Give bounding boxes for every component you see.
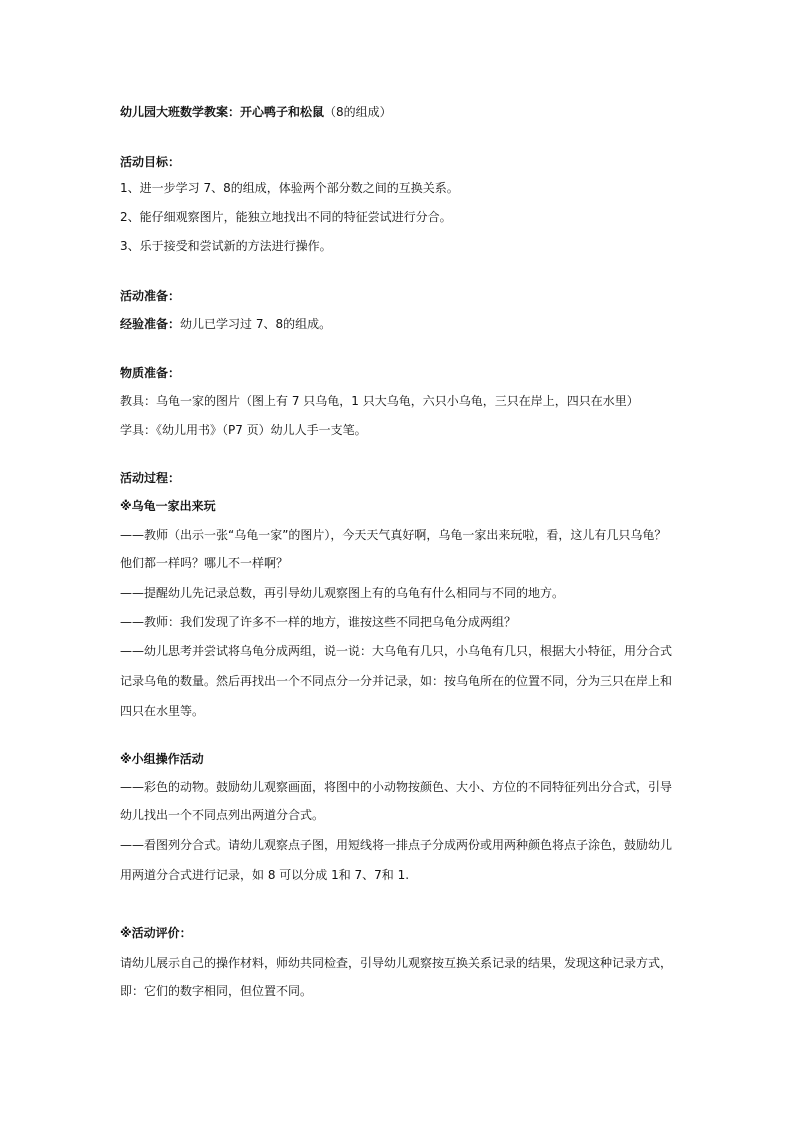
experience-text: 幼儿已学习过 7、8的组成。 [180, 317, 332, 331]
process-heading: 活动过程： [120, 471, 181, 485]
paragraph-line: ——幼儿思考并尝试将乌龟分成两组，说一说：大乌龟有几只，小乌龟有几只，根据大小特征，用分合式 [120, 644, 673, 658]
paragraph-line: ——看图列分合式。请幼儿观察点子图，用短线将一排点子分成两份或用两种颜色将点子涂色，鼓励幼儿 [120, 838, 673, 852]
paragraph-line: 用两道分合式进行记录，如 8 可以分成 1和 7、7和 1. [120, 868, 410, 882]
experience-prep [120, 315, 331, 333]
paragraph-line: 四只在水里等。 [120, 704, 205, 718]
part2-heading: ※小组操作活动 [120, 752, 204, 766]
paragraph-line: ——彩色的动物。鼓励幼儿观察画面，将图中的小动物按颜色、大小、方位的不同特征列出分合式，引导 [120, 780, 673, 794]
paragraph-line: 即：它们的数字相同，但位置不同。 [120, 984, 313, 998]
paragraph-line: ——提醒幼儿先记录总数，再引导幼儿观察图上有的乌龟有什么相同与不同的地方。 [120, 586, 565, 600]
material-teacher: 教具：乌龟一家的图片（图上有 7 只乌龟，1 只大乌龟，六只小乌龟，三只在岸上，四只在水里） [120, 394, 639, 408]
paragraph-line: 他们都一样吗？哪儿不一样啊？ [120, 556, 289, 570]
paragraph-line: 幼儿找出一个不同点列出两道分合式。 [120, 808, 325, 822]
eval-heading: ※活动评价： [120, 926, 192, 940]
goal-item: 2、能仔细观察图片，能独立地找出不同的特征尝试进行分合。 [120, 210, 452, 224]
part1-heading: ※乌龟一家出来玩 [120, 499, 216, 513]
paragraph-line: 请幼儿展示自己的操作材料，师幼共同检查，引导幼儿观察按互换关系记录的结果，发现这种记录方式， [120, 956, 673, 970]
title-suffix: （8的组成） [324, 105, 392, 119]
prep-heading: 活动准备： [120, 289, 181, 303]
material-student: 学具：《幼儿用书》（P7 页）幼儿人手一支笔。 [120, 423, 367, 437]
material-heading: 物质准备： [120, 366, 181, 380]
goal-item: 1、进一步学习 7、8的组成，体验两个部分数之间的互换关系。 [120, 181, 459, 195]
paragraph-line: ——教师（出示一张“乌龟一家”的图片），今天天气真好啊，乌龟一家出来玩啦，看，这儿有几只乌龟？ [120, 528, 667, 542]
paragraph-line: ——教师：我们发现了许多不一样的地方，谁按这些不同把乌龟分成两组？ [120, 615, 517, 629]
paragraph-line: 记录乌龟的数量。然后再找出一个不同点分一分并记录，如：按乌龟所在的位置不同，分为三只在岸上和 [120, 674, 673, 688]
document-title [120, 103, 392, 121]
experience-label: 经验准备： [120, 317, 181, 331]
title-main: 幼儿园大班数学教案：开心鸭子和松鼠 [120, 105, 325, 119]
goals-heading: 活动目标： [120, 155, 181, 169]
goal-item: 3、乐于接受和尝试新的方法进行操作。 [120, 239, 332, 253]
